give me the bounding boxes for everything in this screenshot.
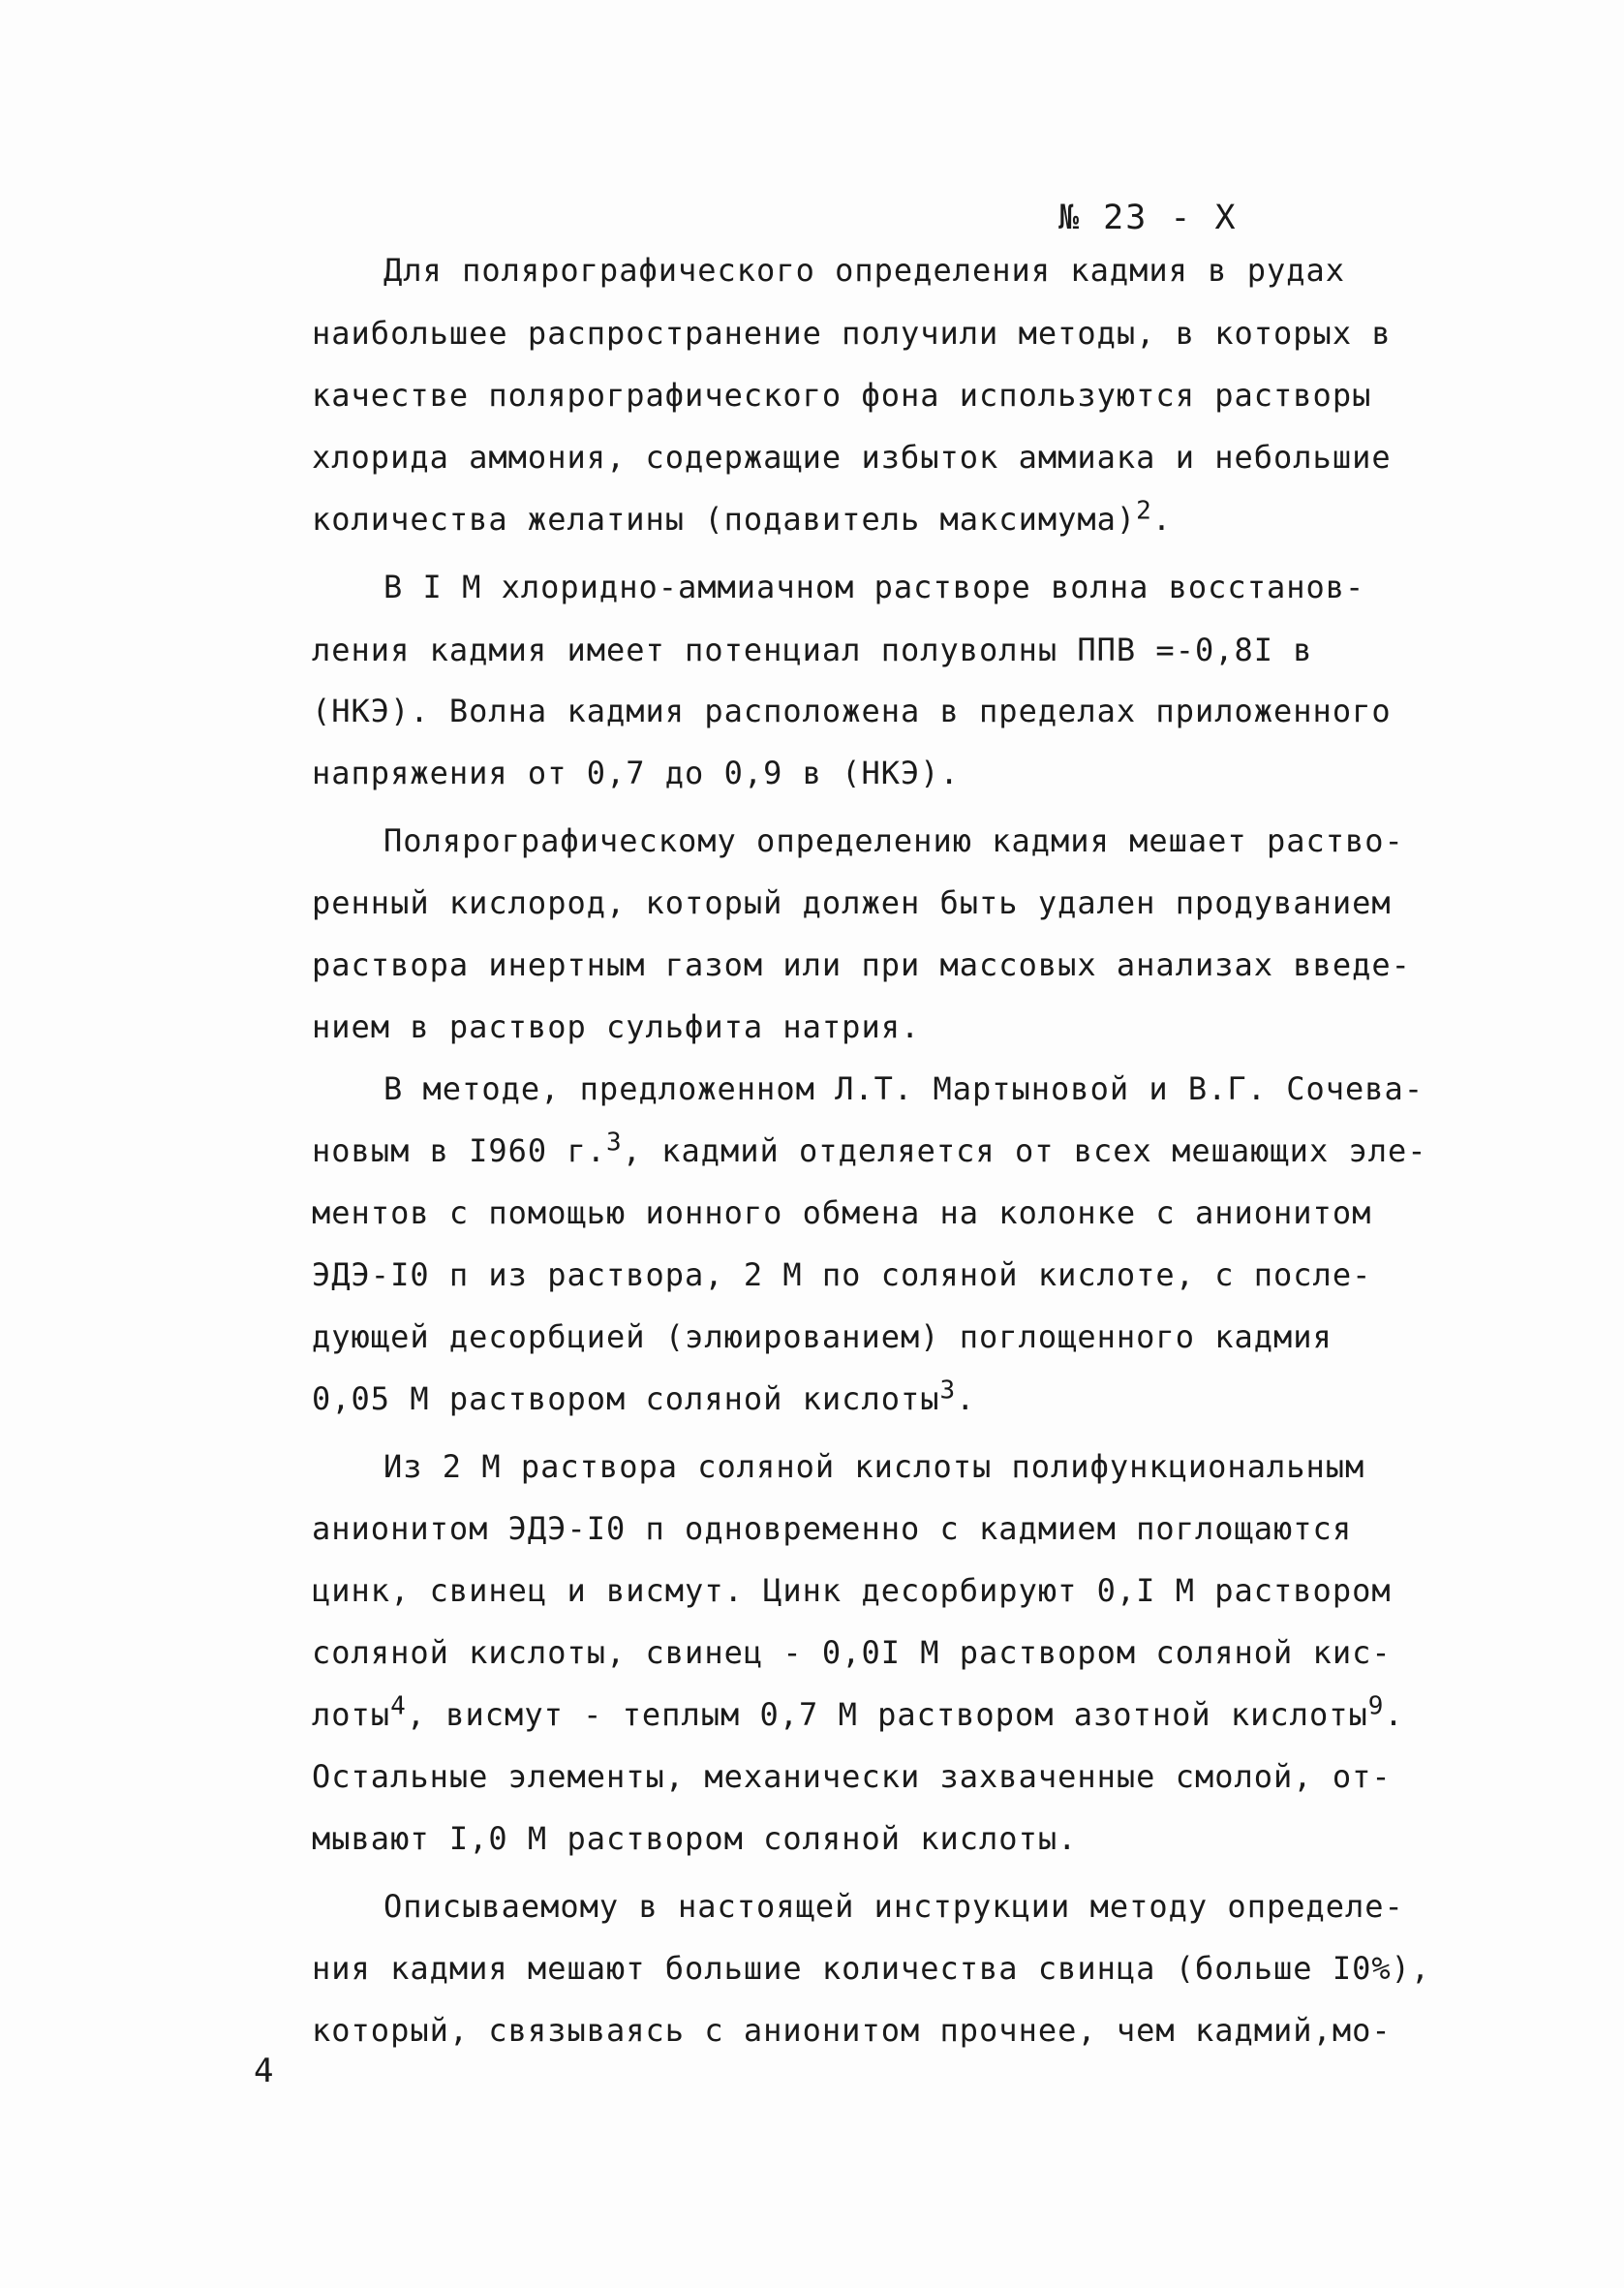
text-line: нием в раствор сульфита натрия. [312,1008,921,1045]
text-line: ментов с помощью ионного обмена на колонке с анионитом [312,1194,1372,1231]
footnote-ref: 4 [390,1691,407,1721]
text-line: ЭДЭ-I0 п из раствора, 2 М по соляной кислоте, с после- [312,1256,1372,1293]
footnote-ref: 2 [1136,496,1152,526]
document-number: № 23 - X [1058,199,1238,237]
text-fragment: , кадмий отделяется от всех мешающих эле- [622,1132,1427,1169]
text-line: соляной кислоты, свинец - 0,0I М раствором соляной кис- [312,1634,1392,1671]
footnote-ref: 3 [605,1128,623,1158]
text-line: мывают I,0 М раствором соляной кислоты. [312,1820,1078,1857]
footnote-ref: 9 [1367,1691,1385,1721]
text-line: ления кадмия имеет потенциал полуволны ППВ =-0,8I в [312,632,1313,668]
text-line-with-ref [312,496,1396,538]
text-line: напряжения от 0,7 до 0,9 в (НКЭ). [312,755,960,791]
text-fragment: . [1151,501,1173,538]
text-fragment: 0,05 М раствором соляной кислоты [312,1380,940,1417]
text-fragment: количества желатины (подавитель максимума) [312,501,1137,538]
text-line: ренный кислород, который должен быть удален продуванием [312,884,1392,921]
text-fragment: . [956,1380,976,1417]
text-fragment: . [1384,1696,1404,1733]
footnote-ref: 3 [939,1376,957,1406]
text-line: качестве полярографического фона используются растворы [312,377,1372,414]
text-line: Остальные элементы, механически захваченные смолой, от- [312,1758,1392,1795]
text-line: который, связываясь с анионитом прочнее, чем кадмий,мо- [312,2012,1392,2049]
text-line: Описываемому в настоящей инструкции методу определе- [383,1888,1404,1925]
page-number: 4 [254,2052,274,2090]
text-fragment: новым в I960 г. [312,1132,606,1169]
text-line: В методе, предложенном Л.Т. Мартыновой и В.Г. Сочева- [383,1070,1425,1107]
text-line-with-ref [312,1376,1396,1417]
text-fragment: лоты [312,1696,391,1733]
text-line: Для полярографического определения кадмия в рудах [383,252,1346,289]
text-line: раствора инертным газом или при массовых анализах введе- [312,946,1411,983]
text-line: (НКЭ). Волна кадмия расположена в пределах приложенного [312,693,1392,729]
text-line: дующей десорбцией (элюированием) поглощенного кадмия [312,1318,1333,1355]
text-line: хлорида аммония, содержащие избыток аммиака и небольшие [312,439,1392,476]
text-line: Полярографическому определению кадмия мешает раство- [383,822,1404,859]
text-line-with-ref [312,1128,1427,1169]
text-line: цинк, свинец и висмут. Цинк десорбируют 0,I М раствором [312,1572,1392,1609]
text-line: ния кадмия мешают большие количества свинца (больше I0%), [312,1950,1431,1987]
text-line: анионитом ЭДЭ-I0 п одновременно с кадмием поглощаются [312,1510,1353,1547]
text-line: наибольшее распространение получили методы, в которых в [312,315,1392,352]
text-fragment: , висмут - теплым 0,7 М раствором азотной кислоты [406,1696,1368,1733]
text-line-with-refs [312,1691,1404,1733]
text-line: Из 2 М раствора соляной кислоты полифункциональным [383,1448,1365,1485]
text-line: В I М хлоридно-аммиачном растворе волна восстанов- [383,569,1365,605]
